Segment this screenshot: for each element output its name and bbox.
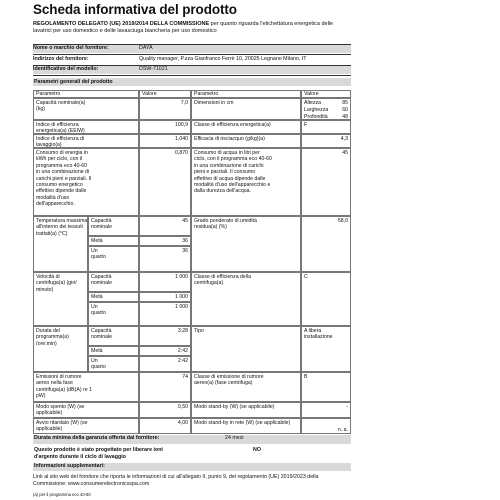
extra-info-label: Informazioni supplementari:: [34, 463, 105, 469]
capacity-label-cell: Capacità nominale(a) (kg): [33, 98, 139, 120]
silver-value: NO: [253, 447, 261, 453]
col-header-param: Parametro: [33, 90, 139, 98]
spin-sub-value: 1 000: [139, 292, 191, 302]
link-text: Link al sito web del fornitore che riporta le informazioni di cui all'allegato II, punto 9, del regolamento (UE) 2019/2023 della Commissione: www.consumerelectronicsspa.com: [33, 474, 319, 487]
temp-label-cell: Temperatura massima all'interno dei tessuti trattati(a) (°C): [33, 216, 88, 272]
spin-sub-value: 1 000: [139, 272, 191, 292]
washing-label-cell: Indice di efficienza di lavaggio(a): [33, 134, 139, 148]
duration-sub-cell: Metà: [88, 346, 139, 356]
footnote: (a) per il programma eco 40-60: [33, 492, 91, 497]
energy-class-value-cell: F: [301, 120, 351, 134]
duration-sub-cell: Un quarto: [88, 356, 139, 372]
warranty-row: [33, 435, 351, 444]
eei-value-cell: 100,9: [139, 120, 191, 134]
net-standby-label-cell: Modo stand-by in rete (W) (se applicabile): [191, 418, 301, 434]
noise-value-cell: 74: [139, 372, 191, 402]
divider: [33, 54, 351, 55]
divider: [33, 75, 351, 76]
regulation-bold: REGOLAMENTO DELEGATO (UE) 2019/2014 DELLA COMMISSIONE: [33, 21, 210, 27]
off-label-cell: Modo spento (W) (se applicabile): [33, 402, 139, 418]
water-label-cell: Consumo di acqua in litri per ciclo, con il programma eco 40-60 in una combinazione di carichi pieni e parziali. Il consumo effettivo di acqua dipende dalle modalità d'uso dell'apparecchio e dalla durezza dell'acqua.: [191, 148, 301, 216]
noise-class-label-cell: Classe di emissione di rumore aereo(a) (fase centrifuga): [191, 372, 301, 402]
extra-info-row: [33, 463, 351, 471]
silver-label: Questo prodotto è stato progettato per liberare ioni d'argento durante il ciclo di lavaggio: [34, 447, 163, 460]
energy-label-cell: Consumo di energia in kWh per ciclo, con il programma eco 40-60 in una combinazione di carichi pieni e parziali. Il consumo energetico effettivo dipende dalle modalità d'uso dell'apparecchio.: [33, 148, 139, 216]
model-row: [33, 66, 351, 74]
duration-sub-value: 2:42: [139, 356, 191, 372]
model-label: Identificativo del modello:: [33, 66, 99, 72]
eei-label-cell: Indice di efficienza energetica(a) (EEIW): [33, 120, 139, 134]
energy-class-label-cell: Classe di efficienza energetica(a): [191, 120, 301, 134]
col-header-param2: Parametro: [191, 90, 301, 98]
duration-sub-cell: Capacità nominale: [88, 326, 139, 346]
col-header-value2: Valore: [301, 90, 351, 98]
net-standby-value-cell: n. a.: [301, 418, 351, 434]
temp-sub-cell: Capacità nominale: [88, 216, 139, 236]
type-label-cell: Tipo: [191, 326, 301, 372]
duration-sub-value: 3:28: [139, 326, 191, 346]
regulation-description: per quanto riguarda l'etichettatura energetica delle lavatrici per uso domestico e delle lavasciuga biancheria per uso domestico: [33, 21, 334, 34]
warranty-value: 24 mesi: [225, 435, 244, 441]
temp-sub-value: 36: [139, 246, 191, 272]
warranty-label: Durata minima della garanzia offerta dal fornitore:: [34, 435, 160, 441]
temp-sub-cell: Un quarto: [88, 246, 139, 272]
off-value-cell: 0,50: [139, 402, 191, 418]
delay-label-cell: Avvio ritardato (W) (se applicabile): [33, 418, 139, 434]
noise-label-cell: Emissioni di rumore aereo nella fase centrifuga(a) (dB(A) re 1 pW): [33, 372, 139, 402]
supplier-name-label: Nome o marchio del fornitore:: [33, 45, 109, 51]
spin-sub-cell: Metà: [88, 292, 139, 302]
product-sheet: [33, 0, 351, 500]
washing-value-cell: 1,040: [139, 134, 191, 148]
type-value-cell: A libera installazione: [301, 326, 351, 372]
supplier-name-value: DAYA: [139, 45, 153, 51]
spin-class-label-cell: Classe di efficienza della centrifuga(a): [191, 272, 301, 326]
spin-sub-cell: Capacità nominale: [88, 272, 139, 292]
standby-value-cell: -: [301, 402, 351, 418]
duration-label-cell: Durata del programma(a) (ore:min): [33, 326, 88, 372]
rinsing-value-cell: 4,3: [301, 134, 351, 148]
spin-sub-cell: Un quarto: [88, 302, 139, 326]
rinsing-label-cell: Efficacia di risciacquo (g/kg)(a): [191, 134, 301, 148]
page-title: Scheda informativa del prodotto: [33, 2, 237, 17]
delay-value-cell: 4,00: [139, 418, 191, 434]
capacity-value-cell: 7,0: [139, 98, 191, 120]
spin-sub-value: 1 000: [139, 302, 191, 326]
col-header-value: Valore: [139, 90, 191, 98]
regulation-text: [33, 21, 351, 35]
supplier-address-value: Quality manager, P.zza Gianfranco Ferrè 10, 20025 Legnano Milano, IT: [139, 56, 307, 62]
moisture-value-cell: 58,0: [301, 216, 351, 272]
noise-class-value-cell: B: [301, 372, 351, 402]
water-value-cell: 45: [301, 148, 351, 216]
supplier-address-label: Indirizzo del fornitore:: [33, 56, 89, 62]
supplier-name-row: [33, 45, 351, 53]
duration-sub-value: 2:42: [139, 346, 191, 356]
section-title: Parametri generali del prodotto: [33, 78, 351, 86]
standby-label-cell: Modo stand-by (W) (se applicabile): [191, 402, 301, 418]
silver-row: [33, 447, 351, 461]
energy-value-cell: 0,870: [139, 148, 191, 216]
moisture-label-cell: Grado ponderato di umidità residua(a) (%): [191, 216, 301, 272]
model-value: DSW-71021: [139, 66, 168, 72]
spin-label-cell: Velocità di centrifuga(a) (giri/ minuto): [33, 272, 88, 326]
dims-label-cell: Dimensioni in cm: [191, 98, 301, 120]
dims-values-cell: Altezza 85 Larghezza 60 Profondità 48: [301, 98, 351, 120]
spin-class-value-cell: C: [301, 272, 351, 326]
temp-sub-value: 36: [139, 236, 191, 246]
temp-sub-cell: Metà: [88, 236, 139, 246]
temp-sub-value: 45: [139, 216, 191, 236]
